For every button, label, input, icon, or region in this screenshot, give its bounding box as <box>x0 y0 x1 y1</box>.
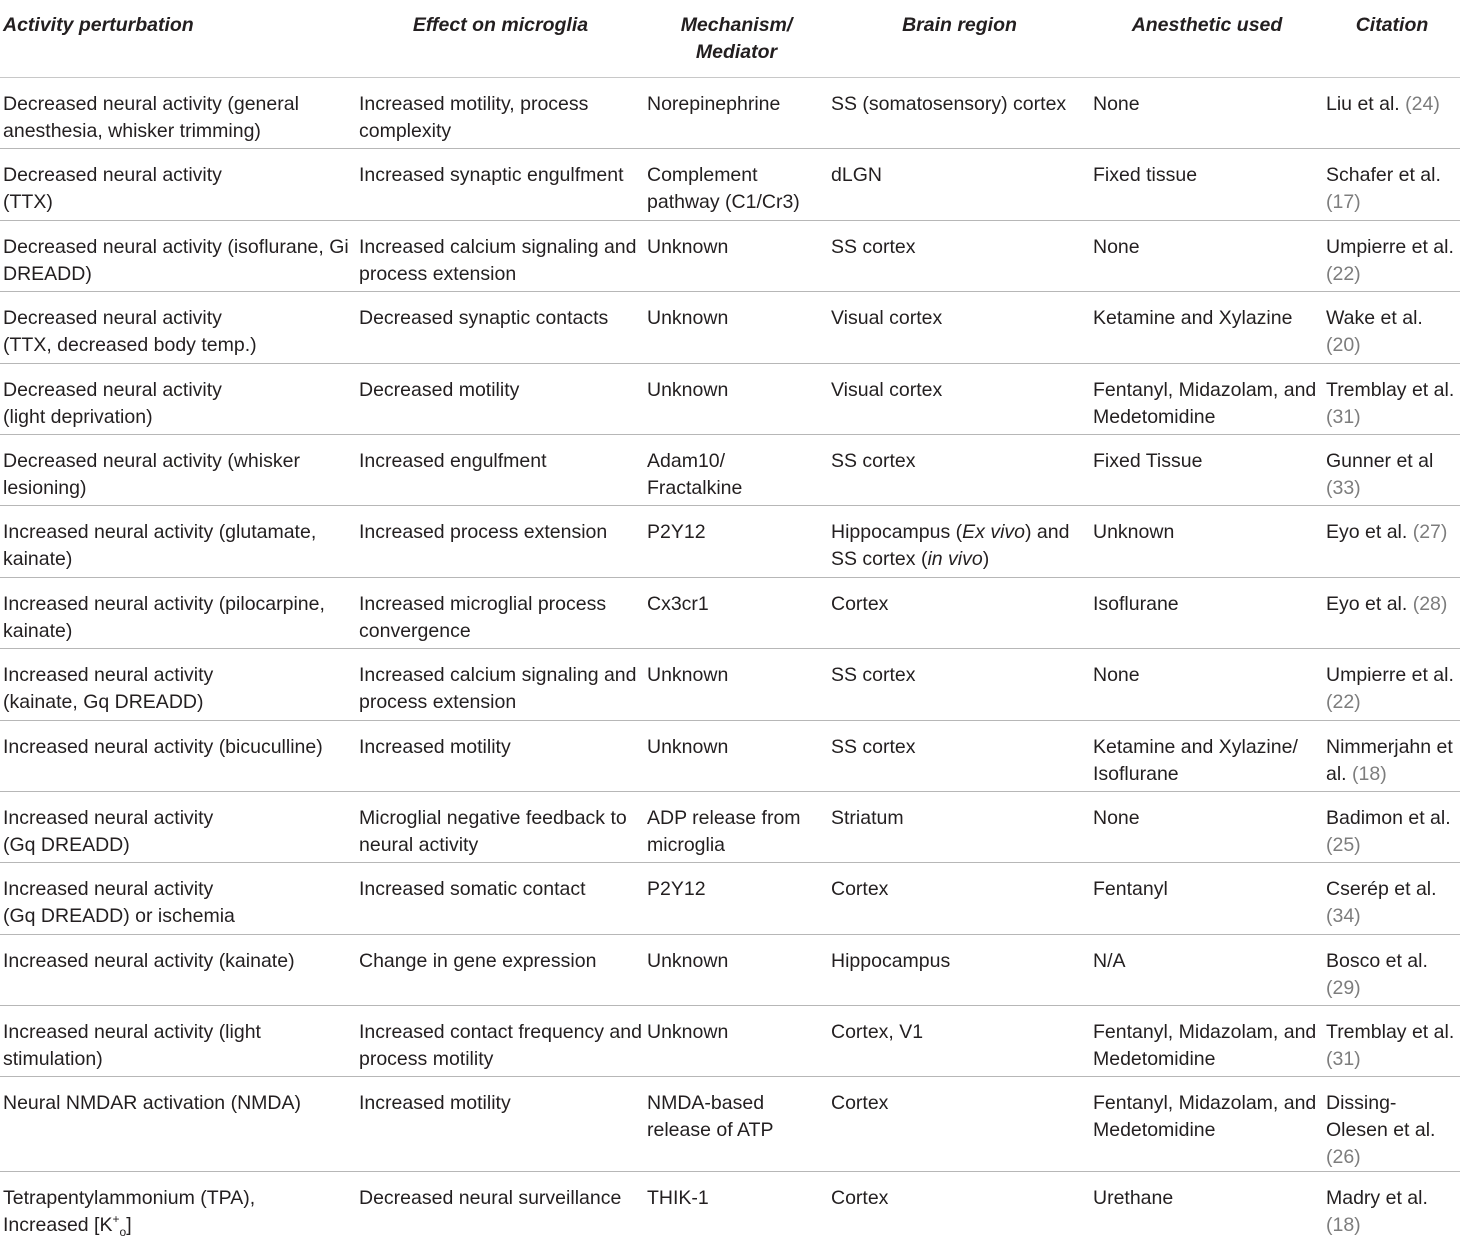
cell-mechanism: Unknown <box>644 934 828 1005</box>
cell-mechanism: P2Y12 <box>644 506 828 577</box>
citation-author: Bosco et al. <box>1326 950 1428 972</box>
region-in-vivo: in vivo <box>927 548 982 570</box>
citation-ref-link[interactable]: (31) <box>1326 1048 1361 1070</box>
cell-effect: Increased contact frequency and process motility <box>356 1006 644 1077</box>
cell-anesthetic: Fentanyl, Midazolam, and Medetomidine <box>1090 1077 1323 1172</box>
cell-anesthetic: N/A <box>1090 934 1323 1005</box>
perturbation-line1: Tetrapentylammonium (TPA), <box>3 1185 354 1212</box>
citation-ref-link[interactable]: (31) <box>1326 406 1361 428</box>
cell-effect: Change in gene expression <box>356 934 644 1005</box>
cell-anesthetic: Isoflurane <box>1090 577 1323 648</box>
cell-effect: Microglial negative feedback to neural activity <box>356 791 644 862</box>
table-row <box>0 720 1460 791</box>
header-mechanism-mediator <box>644 0 828 78</box>
table-row <box>0 791 1460 862</box>
table-row <box>0 649 1460 720</box>
cell-perturbation: Decreased neural activity (whisker lesioning) <box>0 434 356 505</box>
cell-anesthetic: None <box>1090 791 1323 862</box>
cell-mechanism: Unknown <box>644 220 828 291</box>
cell-region <box>828 506 1090 577</box>
citation-author: Nimmerjahn et al. <box>1326 736 1453 785</box>
perturbation-line1: Decreased neural activity <box>3 162 354 189</box>
table-header <box>0 0 1460 78</box>
cell-region: SS cortex <box>828 220 1090 291</box>
cell-region: Cortex, V1 <box>828 1006 1090 1077</box>
citation-ref-link[interactable]: (24) <box>1405 93 1440 115</box>
cell-region: Hippocampus <box>828 934 1090 1005</box>
header-row <box>0 0 1460 78</box>
header-citation: Citation <box>1323 0 1460 78</box>
cell-perturbation: Increased neural activity (kainate) <box>0 934 356 1005</box>
cell-region: Visual cortex <box>828 363 1090 434</box>
table-row <box>0 506 1460 577</box>
cell-effect: Increased synaptic engulfment <box>356 149 644 220</box>
citation-ref-link[interactable]: (18) <box>1326 1214 1361 1236</box>
cell-mechanism: ADP release from microglia <box>644 791 828 862</box>
citation-author: Cserép et al. <box>1326 878 1437 900</box>
perturbation-line2 <box>3 1212 354 1239</box>
cell-anesthetic: Urethane <box>1090 1172 1323 1243</box>
perturbation-line1: Increased neural activity <box>3 805 354 832</box>
citation-ref-link[interactable]: (34) <box>1326 905 1361 927</box>
citation-author: Umpierre et al. <box>1326 236 1454 258</box>
citation-author: Schafer et al. <box>1326 164 1441 186</box>
cell-region: Cortex <box>828 577 1090 648</box>
citation-author: Wake et al. <box>1326 307 1423 329</box>
header-anesthetic-used: Anesthetic used <box>1090 0 1323 78</box>
cell-region: SS cortex <box>828 649 1090 720</box>
cell-effect: Decreased neural surveillance <box>356 1172 644 1243</box>
table-row <box>0 220 1460 291</box>
cell-mechanism: Cx3cr1 <box>644 577 828 648</box>
cell-effect: Decreased motility <box>356 363 644 434</box>
cell-mechanism: Unknown <box>644 649 828 720</box>
perturbation-line2: (light deprivation) <box>3 404 354 431</box>
table-row <box>0 1006 1460 1077</box>
perturbation-line1: Increased neural activity <box>3 662 354 689</box>
citation-ref-link[interactable]: (18) <box>1352 763 1387 785</box>
table-row <box>0 292 1460 363</box>
cell-anesthetic: Ketamine and Xylazine <box>1090 292 1323 363</box>
perturbation-line1: Decreased neural activity <box>3 377 354 404</box>
cell-perturbation <box>0 863 356 934</box>
cell-citation <box>1323 934 1460 1005</box>
cell-anesthetic: Unknown <box>1090 506 1323 577</box>
header-activity-perturbation: Activity perturbation <box>0 0 356 78</box>
table-row <box>0 434 1460 505</box>
cell-mechanism: Unknown <box>644 363 828 434</box>
cell-mechanism: Unknown <box>644 1006 828 1077</box>
cell-anesthetic: Fentanyl, Midazolam, and Medetomidine <box>1090 1006 1323 1077</box>
table-row <box>0 78 1460 149</box>
perturbation-line2: (kainate, Gq DREADD) <box>3 689 354 716</box>
citation-ref-link[interactable]: (29) <box>1326 977 1361 999</box>
citation-author: Umpierre et al. <box>1326 664 1454 686</box>
perturbation-line2: (TTX, decreased body temp.) <box>3 332 354 359</box>
cell-citation <box>1323 577 1460 648</box>
cell-effect: Increased engulfment <box>356 434 644 505</box>
cell-anesthetic: None <box>1090 220 1323 291</box>
table-row <box>0 863 1460 934</box>
citation-ref-link[interactable]: (20) <box>1326 334 1361 356</box>
cell-effect: Increased process extension <box>356 506 644 577</box>
cell-citation <box>1323 1006 1460 1077</box>
cell-effect: Increased calcium signaling and process extension <box>356 649 644 720</box>
cell-citation <box>1323 363 1460 434</box>
cell-anesthetic: None <box>1090 78 1323 149</box>
citation-ref-link[interactable]: (17) <box>1326 191 1361 213</box>
citation-ref-link[interactable]: (25) <box>1326 834 1361 856</box>
potassium-charge: + <box>112 1212 119 1226</box>
cell-perturbation <box>0 149 356 220</box>
cell-perturbation <box>0 1172 356 1243</box>
citation-ref-link[interactable]: (22) <box>1326 691 1361 713</box>
citation-ref-link[interactable]: (22) <box>1326 263 1361 285</box>
citation-author: Eyo et al. <box>1326 521 1407 543</box>
cell-perturbation: Neural NMDAR activation (NMDA) <box>0 1077 356 1172</box>
citation-author: Gunner et al <box>1326 450 1433 472</box>
table-row <box>0 1172 1460 1243</box>
cell-perturbation <box>0 649 356 720</box>
cell-mechanism: Unknown <box>644 292 828 363</box>
cell-citation <box>1323 791 1460 862</box>
table-row <box>0 934 1460 1005</box>
cell-anesthetic: Fentanyl, Midazolam, and Medetomidine <box>1090 363 1323 434</box>
citation-author: Madry et al. <box>1326 1187 1428 1209</box>
header-effect-on-microglia: Effect on microglia <box>356 0 644 78</box>
table-body <box>0 78 1460 1243</box>
cell-mechanism: P2Y12 <box>644 863 828 934</box>
cell-effect: Increased calcium signaling and process extension <box>356 220 644 291</box>
potassium-subscript: o <box>120 1225 127 1239</box>
cell-region: SS cortex <box>828 434 1090 505</box>
cell-region: Cortex <box>828 863 1090 934</box>
cell-citation <box>1323 220 1460 291</box>
cell-mechanism: Unknown <box>644 720 828 791</box>
citation-author: Tremblay et al. <box>1326 1021 1454 1043</box>
cell-region: SS cortex <box>828 720 1090 791</box>
perturbation-line2: (Gq DREADD) or ischemia <box>3 903 354 930</box>
cell-region: dLGN <box>828 149 1090 220</box>
cell-perturbation: Increased neural activity (glutamate, kainate) <box>0 506 356 577</box>
cell-citation <box>1323 863 1460 934</box>
citation-ref-link[interactable]: (33) <box>1326 477 1361 499</box>
header-mechanism-line1: Mechanism/ <box>647 12 826 39</box>
cell-citation <box>1323 434 1460 505</box>
cell-mechanism: Norepinephrine <box>644 78 828 149</box>
cell-perturbation <box>0 363 356 434</box>
cell-effect: Increased microglial process convergence <box>356 577 644 648</box>
cell-region: Striatum <box>828 791 1090 862</box>
region-text-a: Hippocampus ( <box>831 521 962 543</box>
cell-perturbation: Decreased neural activity (isoflurane, Gi DREADD) <box>0 220 356 291</box>
cell-perturbation: Increased neural activity (pilocarpine, kainate) <box>0 577 356 648</box>
perturbation-line2: (Gq DREADD) <box>3 832 354 859</box>
cell-citation <box>1323 1172 1460 1243</box>
region-text-e: ) <box>983 548 990 570</box>
cell-citation <box>1323 1077 1460 1172</box>
cell-anesthetic: Fentanyl <box>1090 863 1323 934</box>
cell-anesthetic: Fixed tissue <box>1090 149 1323 220</box>
cell-anesthetic: None <box>1090 649 1323 720</box>
cell-citation <box>1323 506 1460 577</box>
citation-ref-link[interactable]: (27) <box>1413 521 1448 543</box>
anesthetic-line2: Isoflurane <box>1093 761 1321 788</box>
cell-citation <box>1323 149 1460 220</box>
cell-effect: Increased motility, process complexity <box>356 78 644 149</box>
potassium-bracket: ] <box>126 1214 131 1236</box>
cell-anesthetic: Fixed Tissue <box>1090 434 1323 505</box>
citation-author: Eyo et al. <box>1326 593 1407 615</box>
cell-region: Cortex <box>828 1172 1090 1243</box>
cell-effect: Increased motility <box>356 720 644 791</box>
cell-perturbation: Increased neural activity (light stimulation) <box>0 1006 356 1077</box>
cell-mechanism: NMDA-based release of ATP <box>644 1077 828 1172</box>
cell-citation <box>1323 292 1460 363</box>
cell-mechanism: THIK-1 <box>644 1172 828 1243</box>
mechanism-line2: Fractalkine <box>647 475 826 502</box>
citation-ref-link[interactable]: (26) <box>1326 1146 1361 1168</box>
cell-mechanism: Complement pathway (C1/Cr3) <box>644 149 828 220</box>
cell-effect: Increased somatic contact <box>356 863 644 934</box>
anesthetic-line1: Ketamine and Xylazine/ <box>1093 734 1321 761</box>
cell-effect: Decreased synaptic contacts <box>356 292 644 363</box>
cell-perturbation <box>0 791 356 862</box>
citation-author: Tremblay et al. <box>1326 379 1454 401</box>
citation-author: Badimon et al. <box>1326 807 1451 829</box>
cell-anesthetic <box>1090 720 1323 791</box>
table-row <box>0 1077 1460 1172</box>
mechanism-line1: Adam10/ <box>647 448 826 475</box>
cell-perturbation: Increased neural activity (bicuculline) <box>0 720 356 791</box>
citation-author: Liu et al. <box>1326 93 1400 115</box>
cell-region: SS (somatosensory) cortex <box>828 78 1090 149</box>
header-mechanism-line2: Mediator <box>647 39 826 66</box>
region-text-c: ) and SS cortex ( <box>831 521 1069 570</box>
cell-perturbation <box>0 292 356 363</box>
table-row <box>0 577 1460 648</box>
citation-ref-link[interactable]: (28) <box>1413 593 1448 615</box>
table-row <box>0 363 1460 434</box>
region-ex-vivo: Ex vivo <box>962 521 1025 543</box>
perturbation-line2: (TTX) <box>3 189 354 216</box>
cell-region: Visual cortex <box>828 292 1090 363</box>
potassium-text: Increased [K <box>3 1214 112 1236</box>
perturbation-line1: Increased neural activity <box>3 876 354 903</box>
cell-citation <box>1323 78 1460 149</box>
cell-citation <box>1323 720 1460 791</box>
table-row <box>0 149 1460 220</box>
cell-perturbation: Decreased neural activity (general anesthesia, whisker trimming) <box>0 78 356 149</box>
cell-mechanism <box>644 434 828 505</box>
header-brain-region: Brain region <box>828 0 1090 78</box>
cell-effect: Increased motility <box>356 1077 644 1172</box>
cell-region: Cortex <box>828 1077 1090 1172</box>
perturbation-line1: Decreased neural activity <box>3 305 354 332</box>
citation-author: Dissing-Olesen et al. <box>1326 1092 1435 1141</box>
cell-citation <box>1323 649 1460 720</box>
